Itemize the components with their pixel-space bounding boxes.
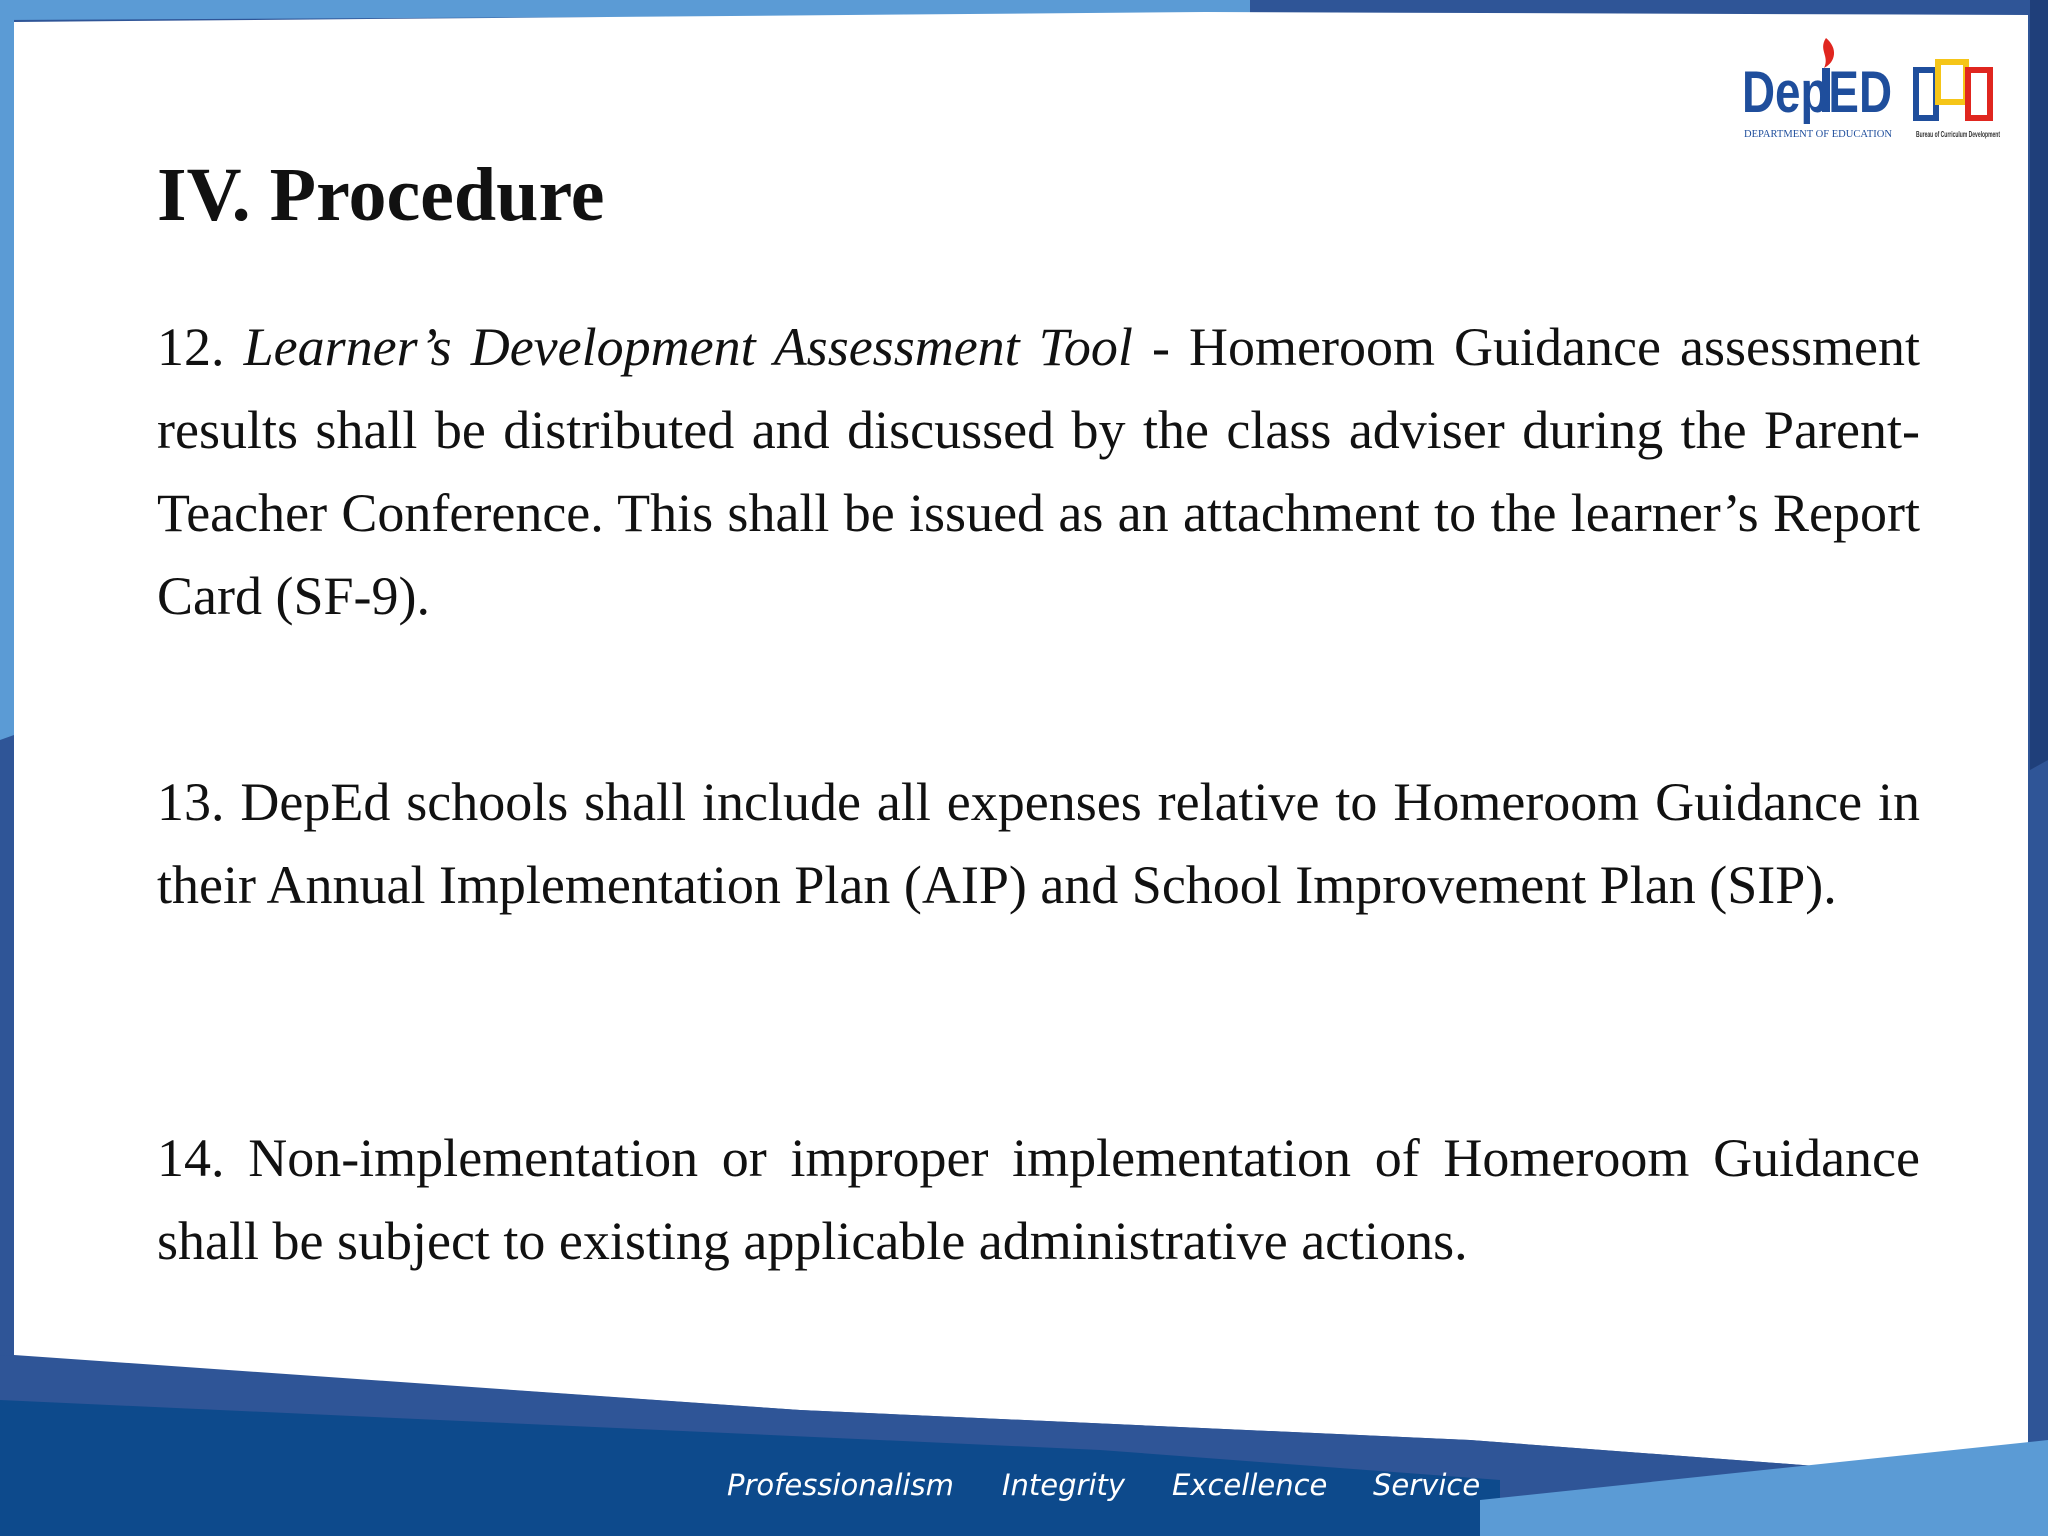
- core-value-excellence: Excellence: [1172, 1468, 1328, 1502]
- procedure-item-12: [157, 306, 1920, 638]
- procedure-item-13: 13. DepEd schools shall include all expenses relative to Homeroom Guidance in their Annual Implementation Plan (AIP) and School Improvement Plan (SIP).: [157, 772, 1920, 915]
- item-text: - Homeroom Guidance assessment results shall be distributed and discussed by the class adviser during the Parent-Teacher Conference. This shall be issued as an attachment to the learner’s Report Card (SF-9).: [157, 317, 1921, 626]
- procedure-item-14: 14. Non-implementation or improper implementation of Homeroom Guidance shall be subject to existing applicable administrative actions.: [157, 1128, 1920, 1271]
- deped-wordmark: DepED: [1742, 60, 1892, 125]
- slide-title: IV. Procedure: [157, 153, 605, 237]
- footer-core-values: [0, 1468, 2048, 1518]
- deped-caption: DEPARTMENT OF EDUCATION: [1744, 129, 1892, 140]
- core-value-service: Service: [1373, 1468, 1481, 1502]
- core-value-professionalism: Professionalism: [727, 1468, 954, 1502]
- item-number: 12.: [157, 317, 225, 377]
- tool-name: Learner’s Development Assessment Tool: [243, 317, 1133, 377]
- deped-bcd-logos: [1738, 34, 2006, 146]
- core-value-integrity: Integrity: [1002, 1468, 1126, 1502]
- bcd-caption: Bureau of Curriculum Development: [1916, 130, 2001, 139]
- bcd-logo-mark: [1916, 62, 1990, 118]
